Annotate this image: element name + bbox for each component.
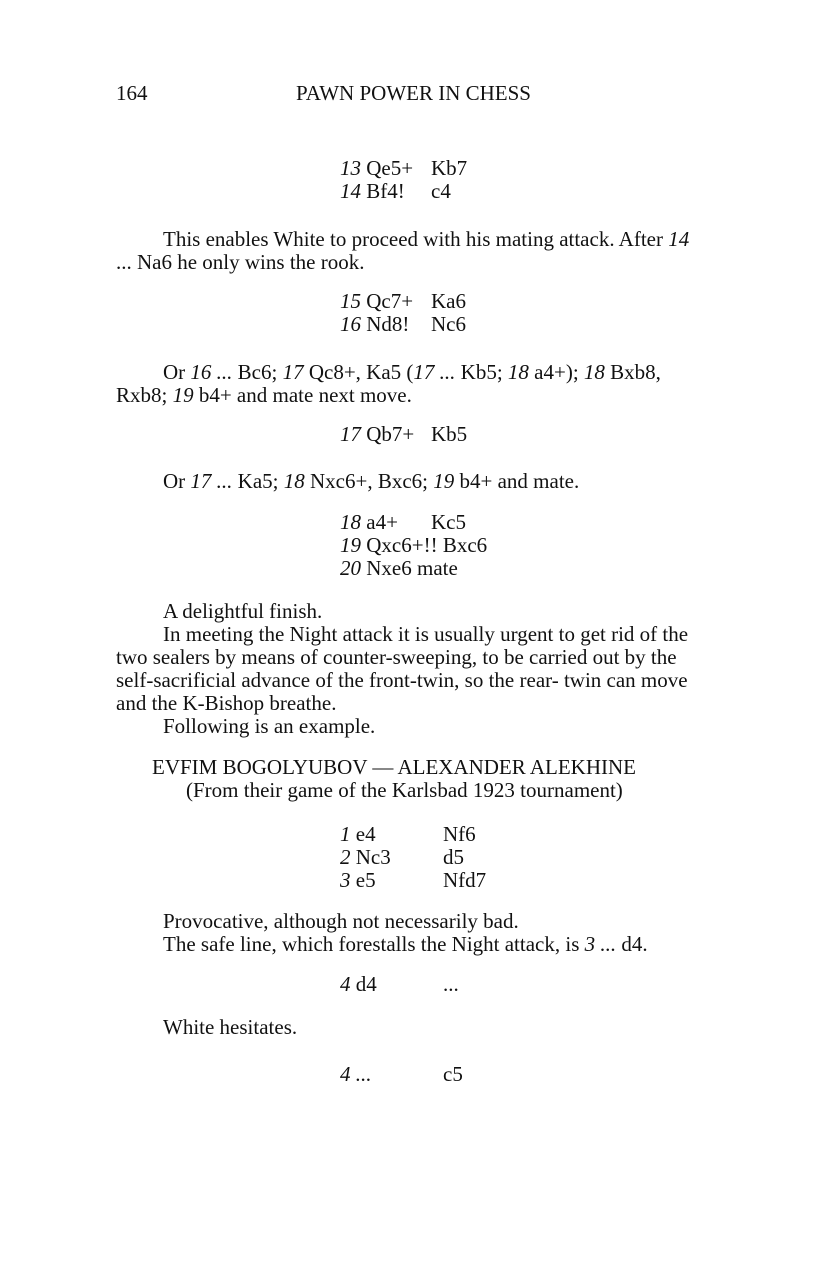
white-move: Nxe6 mate bbox=[366, 556, 458, 580]
black-move: Ka6 bbox=[431, 289, 466, 313]
white-move: d4 bbox=[355, 972, 377, 996]
move-number: 4 ... bbox=[340, 1062, 372, 1086]
commentary-paragraph: A delightful finish. In meeting the Night attack it is usually urgent to get rid of the two sealers by means of counter-sweeping, to be carried out by the self-sacrificial advance of the front-twin, so the rear- twin can move and the K-Bishop breathe. Following is an example. bbox=[116, 599, 689, 738]
move-row bbox=[340, 822, 476, 846]
move-row bbox=[340, 534, 487, 557]
move-row bbox=[340, 289, 466, 313]
move-number: 15 bbox=[340, 289, 361, 313]
black-move: Kb5 bbox=[431, 422, 468, 446]
black-move: Nfd7 bbox=[443, 868, 487, 892]
move-number: 14 bbox=[340, 179, 361, 203]
black-move: ... bbox=[443, 972, 459, 996]
move-row bbox=[340, 1062, 463, 1086]
page-number: 164 bbox=[116, 81, 148, 105]
black-move: c5 bbox=[443, 1062, 463, 1086]
move-number: 18 bbox=[340, 510, 361, 534]
black-move: Nc6 bbox=[431, 312, 466, 336]
move-number: 3 bbox=[340, 868, 351, 892]
white-move: Qxc6+!! Bxc6 bbox=[366, 533, 488, 557]
black-move: Kc5 bbox=[431, 510, 466, 534]
move-row bbox=[340, 422, 468, 446]
white-move: Qe5+ bbox=[366, 156, 414, 180]
commentary-paragraph: White hesitates. bbox=[163, 1015, 298, 1039]
text: ... Na6 he only wins the rook. bbox=[116, 250, 365, 274]
move-row bbox=[340, 557, 458, 580]
move-row bbox=[340, 179, 451, 203]
commentary-paragraph: Provocative, although not necessarily bad. The safe line, which forestalls the Night attack, is 3 ... d4. bbox=[163, 909, 648, 956]
white-move: Nd8! bbox=[366, 312, 410, 336]
move-number: 4 bbox=[340, 972, 351, 996]
move-number: 2 bbox=[340, 845, 351, 869]
move-row bbox=[340, 312, 466, 336]
white-move: a4+ bbox=[366, 510, 398, 534]
game-players: EVFIM BOGOLYUBOV — ALEXANDER ALEKHINE bbox=[152, 755, 636, 779]
black-move: Nf6 bbox=[443, 822, 476, 846]
move-row bbox=[340, 510, 466, 534]
white-move: Nc3 bbox=[355, 845, 391, 869]
black-move: d5 bbox=[443, 845, 464, 869]
white-move: Qb7+ bbox=[366, 422, 415, 446]
move-row bbox=[340, 156, 468, 180]
move-number: 13 bbox=[340, 156, 361, 180]
running-title: PAWN POWER IN CHESS bbox=[296, 81, 531, 105]
move-number: 20 bbox=[340, 556, 361, 580]
move-number: 14 bbox=[668, 227, 690, 251]
white-move: Qc7+ bbox=[366, 289, 414, 313]
black-move: Kb7 bbox=[431, 156, 468, 180]
move-number: 17 bbox=[340, 422, 361, 446]
white-move: e4 bbox=[355, 822, 376, 846]
white-move: Bf4! bbox=[366, 179, 405, 203]
commentary-paragraph bbox=[116, 228, 724, 274]
text: This enables White to proceed with his mating attack. After bbox=[163, 227, 669, 251]
game-source: (From their game of the Karlsbad 1923 tournament) bbox=[186, 778, 623, 802]
move-number: 19 bbox=[340, 533, 361, 557]
black-move: c4 bbox=[431, 179, 451, 203]
move-number: 16 bbox=[340, 312, 361, 336]
commentary-paragraph: Or 16 ... Bc6; 17 Qc8+, Ka5 (17 ... Kb5; 18 a4+); 18 Bxb8, Rxb8; 19 b4+ and mate next move. bbox=[116, 360, 661, 407]
move-row bbox=[340, 972, 459, 996]
move-row bbox=[340, 845, 464, 869]
move-number: 1 bbox=[340, 822, 351, 846]
white-move: e5 bbox=[355, 868, 376, 892]
commentary-paragraph: Or 17 ... Ka5; 18 Nxc6+, Bxc6; 19 b4+ and mate. bbox=[163, 469, 580, 493]
move-row bbox=[340, 868, 487, 892]
